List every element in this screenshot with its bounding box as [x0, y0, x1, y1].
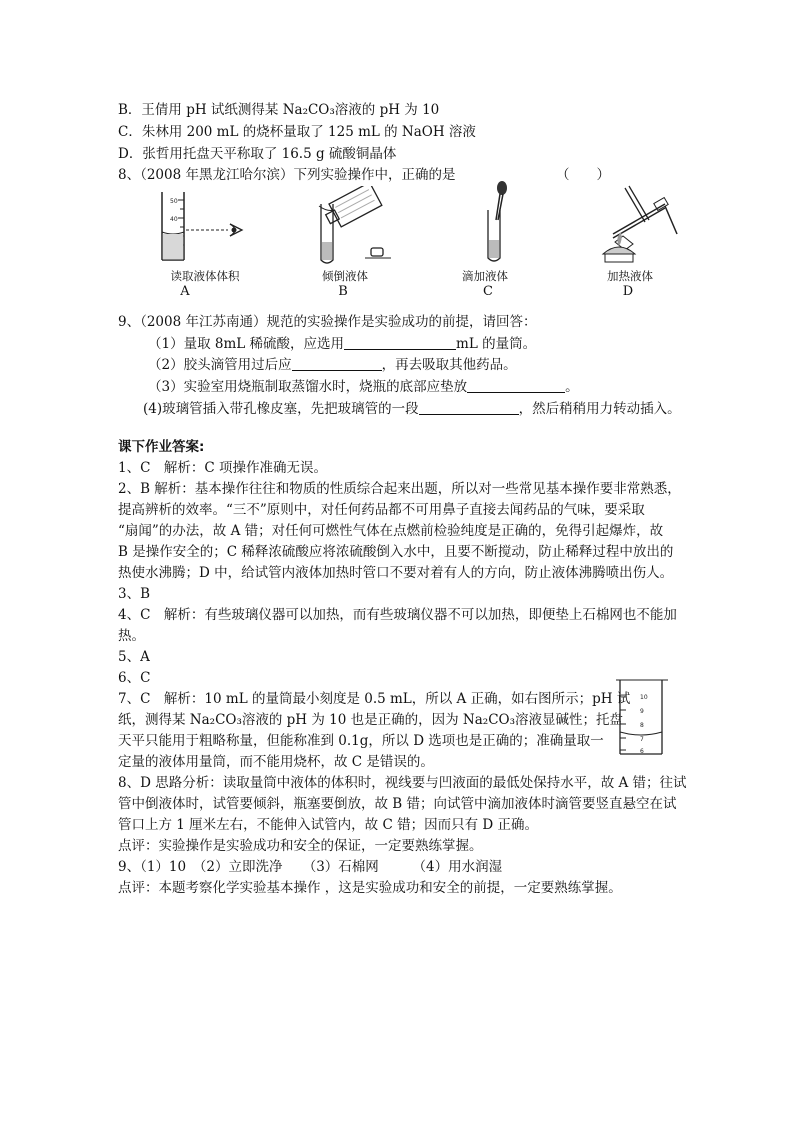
answer-9-comment: 点评：本题考察化学实验基本操作 ，这是实验成功和安全的前提，一定要熟练掌握。: [118, 880, 622, 896]
answer-2-line-2: 提高辨析的效率。“三不”原则中，对任何药品都不可用鼻子直接去闻药品的气味，要采取: [118, 502, 645, 518]
q8-stem-text: 8、（2008 年黑龙江哈尔滨）下列实验操作中，正确的是: [118, 167, 456, 183]
figure-a-caption: 读取液体体积: [170, 269, 240, 283]
answer-2-line-4: B 是操作安全的；C 稀释浓硫酸应将浓硫酸倒入水中，且要不断搅动，防止稀释过程中放出的: [118, 544, 674, 560]
figure-a-reading-volume: [150, 190, 260, 265]
figure-c-caption: 滴加液体: [462, 269, 508, 283]
q9-part-1: [148, 334, 536, 354]
q9-part-3-post: 。: [565, 379, 579, 395]
small-tick-8: 8: [640, 722, 644, 729]
figure-d-heating-liquid: [585, 182, 695, 268]
answer-9: 9、（1）10 （2）立即洗净 （3）石棉网 （4）用水润湿: [118, 859, 503, 875]
answer-8-line-1: 8、D 思路分析：读取量筒中液体的体积时，视线要与凹液面的最低处保持水平，故 A 错；往试: [118, 775, 687, 791]
answer-8-line-2: 管中倒液体时，试管要倾斜，瓶塞要倒放，故 B 错；向试管中滴加液体时滴管要竖直悬空在试: [118, 796, 677, 812]
answer-2-line-5: 热使水沸腾；D 中，给试管内液体加热时管口不要对着有人的方向，防止液体沸腾喷出伤人。: [118, 565, 674, 581]
figure-d-letter: D: [622, 284, 634, 299]
q8-answer-paren: （ ）: [556, 167, 610, 183]
answer-7-line-1: 7、C 解析：10 mL 的量筒最小刻度是 0.5 mL，所以 A 正确，如右图所示；pH 试: [118, 691, 631, 707]
q8-stem: [118, 165, 456, 185]
answer-7-line-4: 定量的液体用量筒，而不能用烧杯，故 C 是错误的。: [118, 754, 434, 770]
q9-blank-4[interactable]: [419, 400, 519, 415]
small-tick-7: 7: [640, 736, 644, 743]
q9-part-1-pre: （1）量取 8mL 稀硫酸，应选用: [148, 336, 345, 352]
answer-3: 3、B: [118, 586, 151, 602]
answer-8-line-3: 管口上方 1 厘米左右，不能伸入试管内，故 C 错；因而只有 D 正确。: [118, 817, 538, 833]
q9-stem: 9、（2008 年江苏南通）规范的实验操作是实验成功的前提，请回答：: [118, 314, 537, 330]
q9-blank-2[interactable]: [292, 356, 382, 371]
q9-part-4: [143, 399, 681, 419]
answer-2-line-3: “扇闻”的办法，故 A 错；对任何可燃性气体在点燃前检验纯度是正确的，免得引起爆炸，故: [118, 523, 664, 539]
figure-a-letter: A: [180, 284, 190, 299]
q9-blank-3[interactable]: [467, 378, 565, 393]
answer-7-line-2: 纸，测得某 Na₂CO₃溶液的 pH 为 10 也是正确的，因为 Na₂CO₃溶液显碱性；托盘: [118, 712, 624, 728]
cylinder-tick-50: 50: [170, 198, 178, 205]
q9-part-4-post: ，然后稍稍用力转动插入。: [518, 401, 681, 417]
answer-4-line-1: 4、C 解析：有些玻璃仪器可以加热，而有些玻璃仪器不可以加热，即便垫上石棉网也不能加: [118, 607, 677, 623]
q9-part-2-post: ，再去吸取其他药品。: [381, 357, 517, 373]
answer-8-comment: 点评：实验操作是实验成功和安全的保证，一定要熟练掌握。: [118, 838, 483, 854]
q7-option-b: B．王倩用 pH 试纸测得某 Na₂CO₃溶液的 pH 为 10: [118, 102, 440, 118]
q9-part-1-post: mL 的量筒。: [456, 336, 537, 352]
q9-part-2-pre: （2）胶头滴管用过后应: [148, 357, 292, 373]
figure-c-letter: C: [483, 284, 493, 299]
figure-small-cylinder: [612, 678, 672, 764]
answer-6: 6、C: [118, 670, 151, 686]
answers-heading: 课下作业答案:: [118, 439, 205, 455]
answer-1: 1、C 解析：C 项操作准确无误。: [118, 460, 328, 476]
q9-part-4-pre: (4)玻璃管插入带孔橡皮塞，先把玻璃管的一段: [143, 401, 419, 417]
q9-part-2: [148, 355, 517, 375]
q9-part-3: [148, 377, 579, 397]
figure-b-letter: B: [338, 284, 348, 299]
figure-b-pouring-liquid: [295, 186, 405, 266]
answer-4-line-2: 热。: [118, 628, 145, 644]
small-tick-9: 9: [640, 708, 644, 715]
q9-part-3-pre: （3）实验室用烧瓶制取蒸馏水时，烧瓶的底部应垫放: [148, 379, 468, 395]
q9-blank-1[interactable]: [344, 335, 456, 350]
figure-b-caption: 倾倒液体: [322, 269, 368, 283]
small-tick-10: 10: [640, 694, 648, 701]
answer-5: 5、A: [118, 649, 150, 665]
q7-option-d: D．张哲用托盘天平称取了 16.5 g 硫酸铜晶体: [118, 146, 397, 162]
figure-c-dropping-liquid: [440, 180, 550, 266]
small-tick-6: 6: [640, 748, 644, 755]
figure-d-caption: 加热液体: [607, 269, 653, 283]
cylinder-tick-40: 40: [170, 216, 178, 223]
answer-2-line-1: 2、B 解析：基本操作往往和物质的性质综合起来出题，所以对一些常见基本操作要非常熟悉，: [118, 481, 681, 497]
q7-option-c: C．朱林用 200 mL 的烧杯量取了 125 mL 的 NaOH 溶液: [118, 124, 476, 140]
answer-7-line-3: 天平只能用于粗略称量，但能称准到 0.1g，所以 D 选项也是正确的；准确量取一: [118, 733, 604, 749]
